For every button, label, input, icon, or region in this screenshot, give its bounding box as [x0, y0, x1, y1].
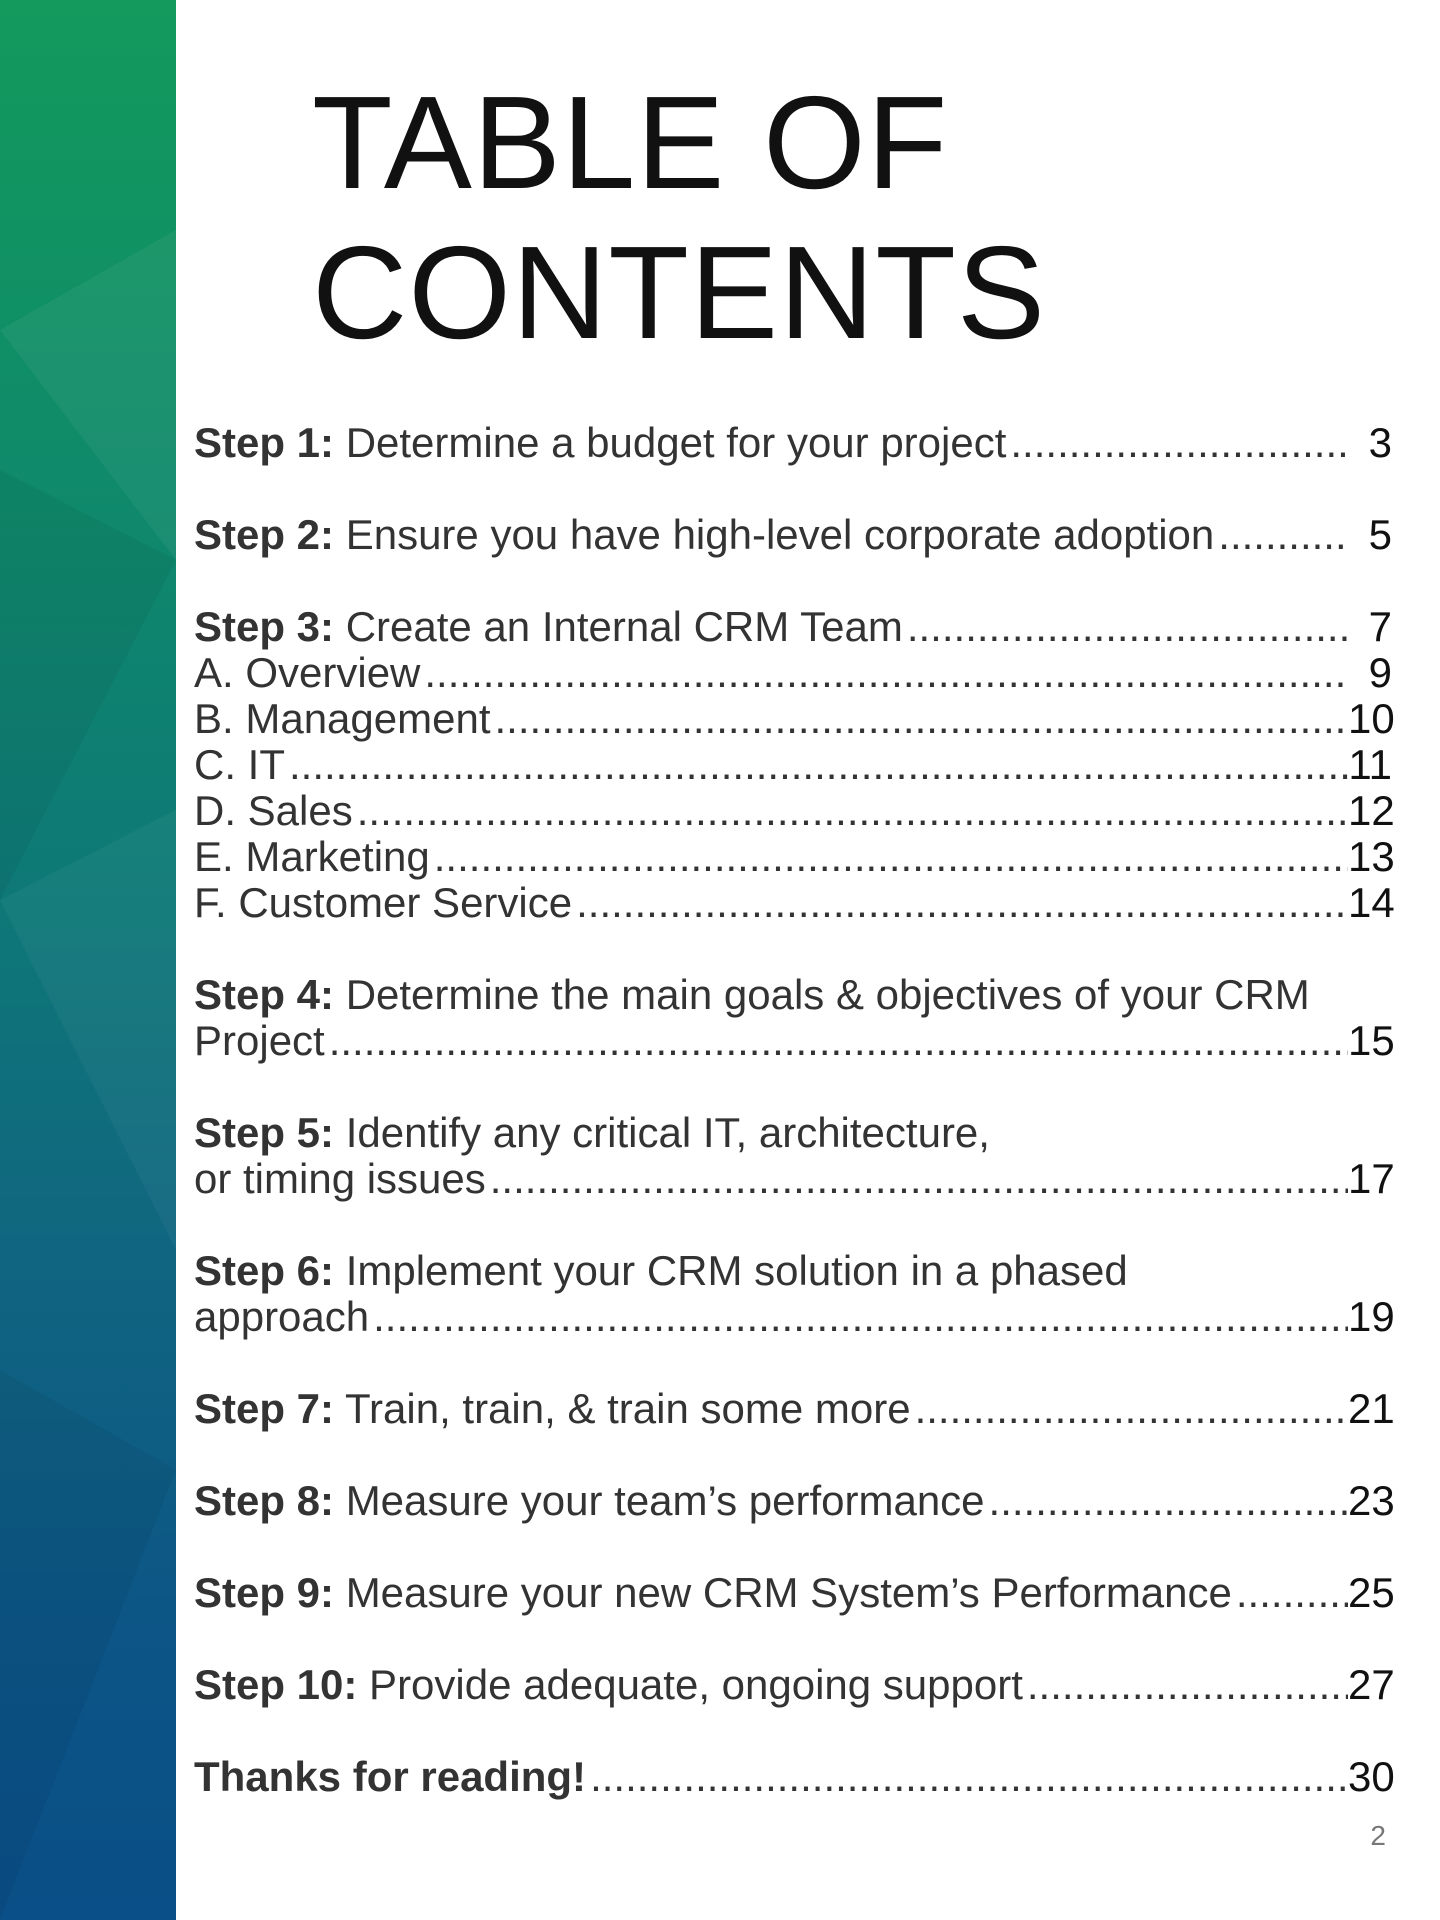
page-title: [312, 68, 1046, 368]
dot-leader: [420, 650, 1348, 696]
toc-entry-text: Implement your CRM solution in a phased: [334, 1247, 1128, 1294]
toc-step-label: Step 4:: [194, 971, 335, 1018]
toc-page-number: 15: [1348, 1017, 1395, 1064]
toc-step-label: Step 8:: [194, 1477, 335, 1524]
dot-leader: [369, 1294, 1348, 1340]
dot-leader: [325, 1018, 1348, 1064]
toc-step-label: Step 10:: [194, 1661, 358, 1708]
toc-entry-step-8[interactable]: [194, 1477, 1395, 1524]
toc-entry-text: Identify any critical IT, architecture,: [334, 1109, 990, 1156]
toc-subentry-customer-service[interactable]: [194, 879, 1395, 926]
dot-leader: [911, 1386, 1348, 1432]
toc-page-number: 3: [1368, 419, 1392, 466]
dot-leader: [486, 1156, 1348, 1202]
dot-leader: [430, 834, 1348, 880]
toc-page-number: 25: [1348, 1569, 1395, 1616]
toc-entry-text: Provide adequate, ongoing support: [357, 1661, 1023, 1708]
title-line-2: CONTENTS: [312, 219, 1046, 366]
dot-leader: [586, 1754, 1348, 1800]
toc-page-number: 30: [1348, 1753, 1395, 1800]
toc-entry-text: A. Overview: [194, 649, 421, 696]
toc-page-number: 27: [1348, 1661, 1395, 1708]
table-of-contents: [194, 419, 1395, 1800]
toc-entry-text-continued: approach: [194, 1293, 370, 1340]
dot-leader: [1232, 1570, 1348, 1616]
toc-entry-step-10[interactable]: [194, 1661, 1395, 1708]
dot-leader: [1214, 512, 1348, 558]
toc-page-number: 14: [1348, 879, 1395, 926]
toc-page-number: 7: [1368, 603, 1392, 650]
toc-entry-text: Measure your new CRM System’s Performance: [334, 1569, 1232, 1616]
toc-entry-text: F. Customer Service: [194, 879, 573, 926]
page-number: 2: [1370, 1820, 1386, 1851]
toc-entry-text-continued: or timing issues: [194, 1155, 486, 1202]
dot-leader: [572, 880, 1348, 926]
toc-page-number: 9: [1368, 649, 1392, 696]
toc-step-label: Step 9:: [194, 1569, 335, 1616]
toc-entry-text: Train, train, & train some more: [334, 1385, 911, 1432]
toc-entry-step-2[interactable]: [194, 512, 1392, 558]
toc-entry-text: Determine the main goals & objectives of your CRM: [334, 971, 1310, 1018]
toc-page-number: 10: [1348, 695, 1395, 742]
toc-page-number: 5: [1368, 511, 1392, 558]
toc-step-label: Step 2:: [194, 511, 335, 558]
title-line-1: TABLE OF: [312, 69, 949, 216]
toc-step-label: Step 3:: [194, 603, 335, 650]
toc-step-label: Step 5:: [194, 1109, 335, 1156]
toc-entry-step-4[interactable]: [194, 971, 1395, 1064]
dot-leader: [353, 788, 1348, 834]
toc-entry-text: B. Management: [194, 695, 491, 742]
toc-entry-text: E. Marketing: [194, 833, 430, 880]
toc-entry-text: Measure your team’s performance: [334, 1477, 985, 1524]
toc-entry-text: D. Sales: [194, 787, 353, 834]
toc-step-label: Step 7:: [194, 1385, 335, 1432]
dot-leader: [903, 604, 1348, 650]
toc-entry-step-1[interactable]: [194, 420, 1392, 466]
dot-leader: [491, 696, 1348, 742]
toc-page-number: 19: [1348, 1293, 1395, 1340]
toc-subentry-management[interactable]: [194, 695, 1395, 742]
toc-entry-step-6[interactable]: [194, 1247, 1395, 1340]
toc-entry-thanks[interactable]: [194, 1753, 1395, 1800]
toc-entry-step-9[interactable]: [194, 1569, 1395, 1616]
sidebar-triangles-graphic: [0, 0, 176, 1920]
toc-entry-text: Ensure you have high-level corporate adoption: [334, 511, 1215, 558]
toc-step-label: Step 1:: [194, 419, 335, 466]
dot-leader: [985, 1478, 1348, 1524]
toc-subentry-sales[interactable]: [194, 787, 1395, 834]
dot-leader: [1006, 420, 1348, 466]
toc-entry-text-continued: Project: [194, 1017, 325, 1064]
toc-subentry-marketing[interactable]: [194, 833, 1395, 880]
toc-page-number: 17: [1348, 1155, 1395, 1202]
toc-subentry-overview[interactable]: [194, 650, 1392, 696]
decorative-sidebar: [0, 0, 176, 1920]
toc-entry-step-5[interactable]: [194, 1109, 1395, 1202]
toc-page-number: 11: [1348, 741, 1392, 788]
toc-page-number: 12: [1348, 787, 1395, 834]
toc-page-number: 23: [1348, 1477, 1395, 1524]
toc-entry-step-7[interactable]: [194, 1385, 1395, 1432]
toc-subentry-it[interactable]: [194, 742, 1392, 788]
toc-entry-text: Create an Internal CRM Team: [334, 603, 903, 650]
toc-step-label: Step 6:: [194, 1247, 335, 1294]
toc-entry-text: Determine a budget for your project: [334, 419, 1007, 466]
toc-entry-text: Thanks for reading!: [194, 1753, 587, 1800]
toc-page-number: 13: [1348, 833, 1395, 880]
toc-entry-text: C. IT: [194, 741, 285, 788]
toc-entry-step-3[interactable]: [194, 604, 1392, 650]
dot-leader: [285, 742, 1348, 788]
dot-leader: [1023, 1662, 1348, 1708]
toc-page-number: 21: [1348, 1385, 1395, 1432]
